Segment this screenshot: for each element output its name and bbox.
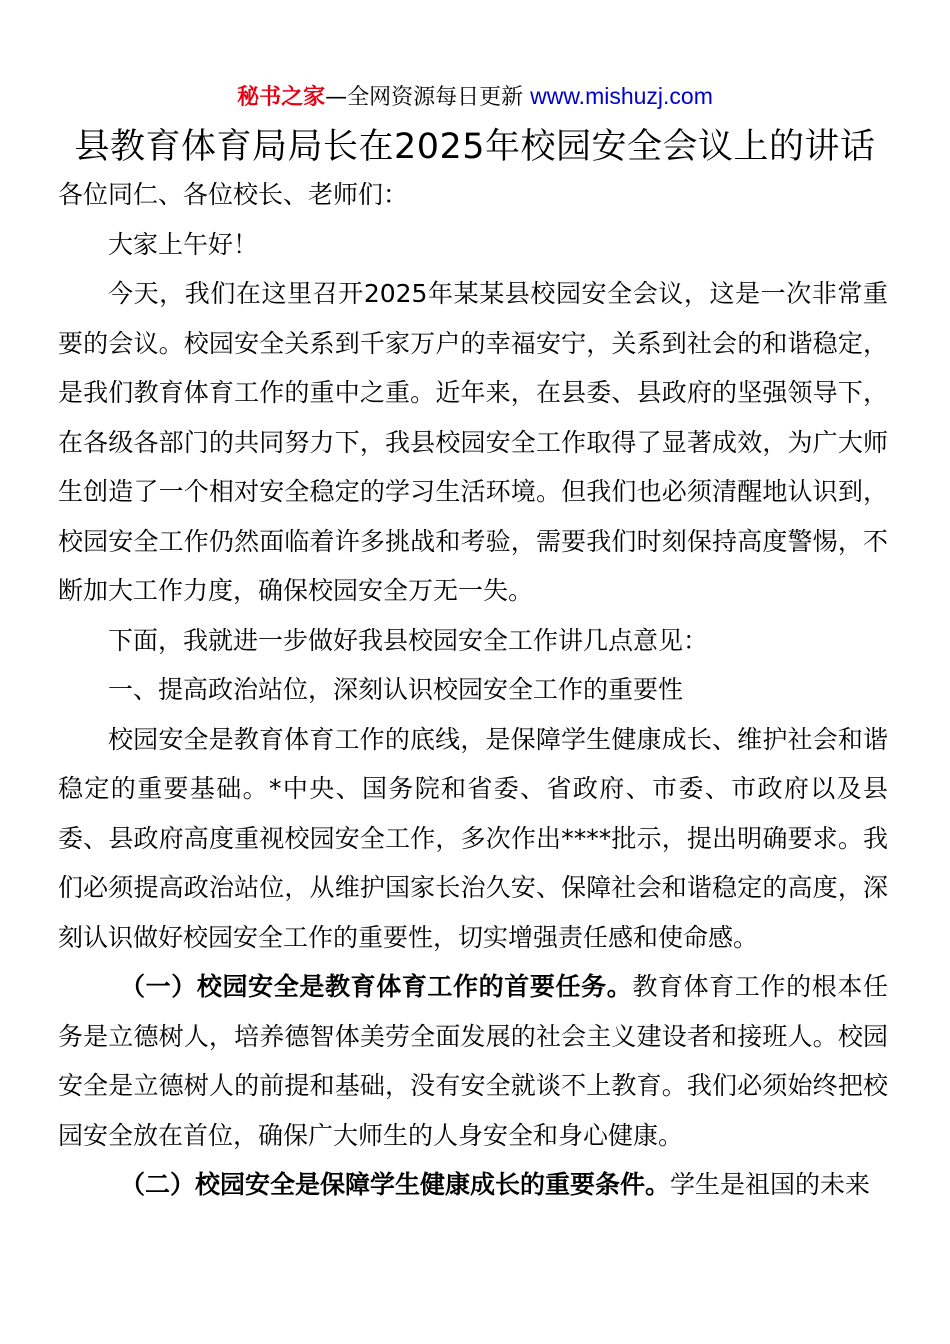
subsection-1-text: 教育体育工作的根本任务是立德树人，培养德智体美劳全面发展的社会主义建设者和接班人。校园安全是立德树人的前提和基础，没有安全就谈不上教育。我们必须始终把校园安全放在首位，确保广大师生的人身安全和身心健康。 [58,972,888,1150]
section-heading-1: 一、提高政治站位，深刻认识校园安全工作的重要性 [108,675,684,704]
salutation: 各位同仁、各位校长、老师们： [58,180,409,209]
greeting-paragraph: 大家上午好！ [108,229,259,259]
subsection-2-text: 学生是祖国的未来 [670,1170,871,1199]
subsection-2-lead: （二）校园安全是保障学生健康成长的重要条件。 [120,1170,671,1199]
intro-paragraph: 今天，我们在这里召开2025年某某县校园安全会议，这是一次非常重要的会议。校园安全关系到千家万户的幸福安宁，关系到社会的和谐稳定，是我们教育体育工作的重中之重。近年来，在县委、县政府的坚强领导下，在各级各部门的共同努力下，我县校园安全工作取得了显著成效，为广大师生创造了一个相对安全稳定的学习生活环境。但我们也必须清醒地认识到，校园安全工作仍然面临着许多挑战和考验，需要我们时刻保持高度警惕，不断加大工作力度，确保校园安全万无一失。 [58,279,888,605]
subsection-2 [58,1160,888,1210]
section-1-paragraph: 校园安全是教育体育工作的底线，是保障学生健康成长、维护社会和谐稳定的重要基础。*中央、国务院和省委、省政府、市委、市政府以及县委、县政府高度重视校园安全工作，多次作出****批示，提出明确要求。我们必须提高政治站位，从维护国家长治久安、保障社会和谐稳定的高度，深刻认识做好校园安全工作的重要性，切实增强责任感和使命感。 [58,724,888,952]
site-header [0,80,950,114]
site-url-link[interactable]: www.mishuzj.com [530,83,713,109]
subsection-1-lead: （一）校园安全是教育体育工作的首要任务。 [120,972,633,1001]
document-title: 县教育体育局局长在2025年校园安全会议上的讲话 [74,127,876,167]
site-tagline: —全网资源每日更新 [325,85,531,110]
transition-paragraph: 下面，我就进一步做好我县校园安全工作讲几点意见： [108,625,709,655]
subsection-1 [58,962,888,1160]
document-body [58,170,888,1210]
site-brand: 秘书之家 [237,85,326,110]
